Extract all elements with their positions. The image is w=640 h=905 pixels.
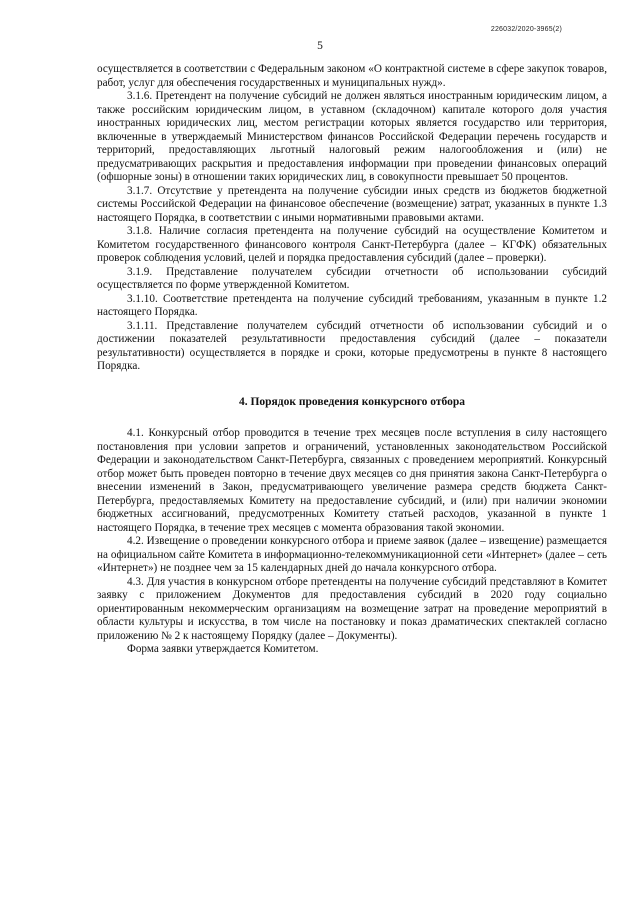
- paragraph-4-3: 4.3. Для участия в конкурсном отборе претенденты на получение субсидий представляют в Комитет заявку с приложением Документов для предоставления субсидий в 2020 году социально ориентированным некоммерческим организациям на возмещение затрат на проведение мероприятий в области культуры и искусства, в том числе на постановку и показ драматических спектаклей согласно приложению № 2 к настоящему Порядку (далее – Документы).: [97, 575, 607, 642]
- paragraph-4-2: 4.2. Извещение о проведении конкурсного отбора и приеме заявок (далее – извещение) размещается на официальном сайте Комитета в информационно-телекоммуникационной сети «Интернет» (далее – сеть «Интернет») не позднее чем за 15 календарных дней до начала конкурсного отбора.: [97, 535, 607, 574]
- paragraph-3-1-10: 3.1.10. Соответствие претендента на получение субсидий требованиям, указанным в пункте 1.2 настоящего Порядка.: [97, 292, 607, 318]
- paragraph-4-1: 4.1. Конкурсный отбор проводится в течение трех месяцев после вступления в силу настоящего постановления при условии запретов и ограничений, установленных законодательством Российской Федерации и законодательством Санкт-Петербурга, связанных с проведением мероприятий. Конкурсный отбор может быть проведен повторно в течение двух месяцев со дня принятия закона Санкт-Петербурга о внесении изменений в Закон, предусматривающего увеличение размера средств бюджета Санкт-Петербурга, предоставляемых Комитету на предоставление субсидий, и (или) при наличии экономии бюджетных ассигнований, предусмотренных Комитету статьей расходов, указанной в пункте 1 настоящего Порядка, в течение трех месяцев с момента образования такой экономии.: [97, 427, 607, 534]
- document-body: [97, 63, 607, 657]
- paragraph-3-1-9: 3.1.9. Представление получателем субсидии отчетности об использовании субсидий осуществляется по форме утвержденной Комитетом.: [97, 265, 607, 291]
- paragraph-3-1-6: 3.1.6. Претендент на получение субсидий не должен являться иностранным юридическим лицом, а также российским юридическим лицом, в уставном (складочном) капитале которого доля участия иностранных юридических лиц, местом регистрации которых является государство или территория, включенные в утверждаемый Министерством финансов Российской Федерации перечень государств и территорий, предоставляющих льготный налоговый режим налогообложения и (или) не предусматривающих раскрытия и предоставления информации при проведении финансовых операций (офшорные зоны) в отношении таких юридических лиц, в совокупности превышает 50 процентов.: [97, 90, 607, 183]
- document-number: 226032/2020-3965(2): [490, 26, 562, 33]
- paragraph-continuation: осуществляется в соответствии с Федеральным законом «О контрактной системе в сфере закупок товаров, работ, услуг для обеспечения государственных и муниципальных нужд».: [97, 63, 607, 89]
- paragraph-form-note: Форма заявки утверждается Комитетом.: [127, 643, 319, 655]
- paragraph-3-1-7: 3.1.7. Отсутствие у претендента на получение субсидии иных средств из бюджетов бюджетной системы Российской Федерации на финансовое обеспечение (возмещение) затрат, указанных в пункте 1.3 настоящего Порядка, в соответствии с иными нормативными правовыми актами.: [97, 184, 607, 224]
- paragraph-3-1-11: 3.1.11. Представление получателем субсидий отчетности об использовании субсидий и о достижении показателей результативности предоставления субсидий (далее – показатели результативности) осуществляется в порядке и сроки, которые предусмотрены в пункте 8 настоящего Порядка.: [97, 319, 607, 372]
- paragraph-3-1-8: 3.1.8. Наличие согласия претендента на получение субсидий на осуществление Комитетом и Комитетом государственного финансового контроля Санкт-Петербурга (далее – КГФК) обязательных проверок соблюдения условий, целей и порядка предоставления субсидий (далее – проверки).: [97, 225, 607, 264]
- section-heading: 4. Порядок проведения конкурсного отбора: [238, 395, 466, 408]
- page-number: 5: [317, 40, 323, 52]
